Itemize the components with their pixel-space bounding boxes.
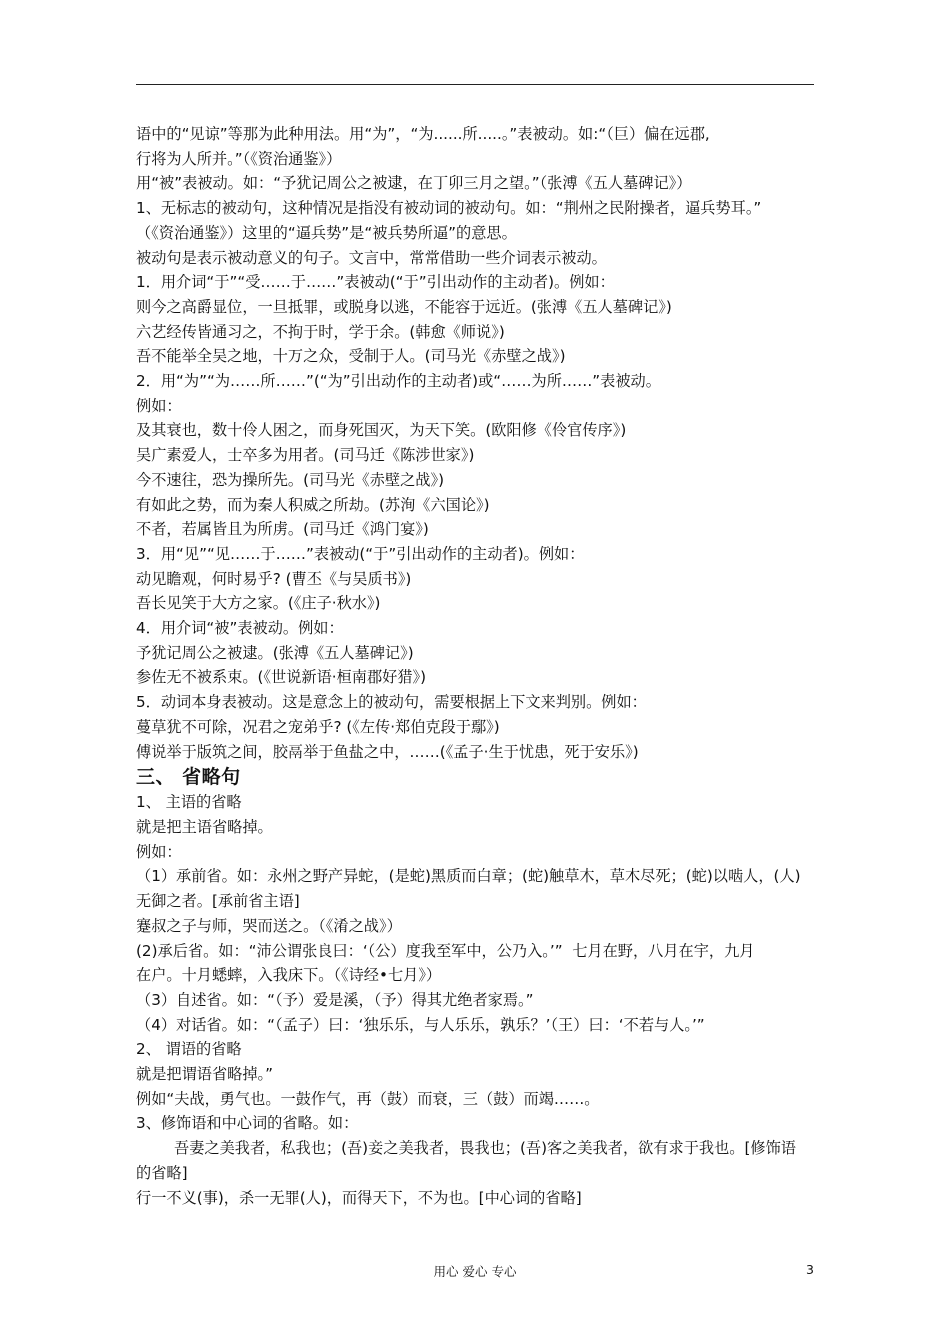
text-line: 5．动词本身表被动。这是意念上的被动句，需要根据上下文来判别。例如：: [136, 693, 647, 712]
text-line: 例如：: [136, 842, 182, 861]
text-line: （《资治通鉴》）这里的“逼兵势”是“被兵势所逼”的意思。: [136, 223, 517, 242]
text-line: （4）对话省。如：“（孟子）曰：‘独乐乐，与人乐乐，孰乐？’（王）曰：‘不若与人。’”: [136, 1015, 705, 1034]
document-body: [136, 122, 816, 1210]
text-line: 有如此之势，而为秦人积威之所劫。(苏洵《六国论》): [136, 495, 490, 514]
text-line: 及其衰也，数十伶人困之，而身死国灭，为天下笑。(欧阳修《伶官传序》): [136, 421, 627, 440]
text-line: 就是把谓语省略掉。”: [136, 1065, 273, 1084]
text-line: 今不速往，恐为操所先。(司马光《赤壁之战》): [136, 470, 445, 489]
text-line: 例如：: [136, 396, 182, 415]
text-line: 蹇叔之子与师，哭而送之。（《淆之战》）: [136, 916, 402, 935]
text-line: 则今之高爵显位，一旦抵罪，或脱身以逃，不能容于远近。(张溥《五人墓碑记》): [136, 297, 672, 316]
text-line: 2、 谓语的省略: [136, 1040, 242, 1059]
text-line: （3）自述省。如：“（予）爱是溪，（予）得其尤绝者家焉。”: [136, 990, 534, 1009]
text-line: 无御之者。[承前省主语]: [136, 892, 300, 911]
text-line: 3、修饰语和中心词的省略。如：: [136, 1114, 359, 1133]
text-line: 吾长见笑于大方之家。(《庄子·秋水》): [136, 594, 381, 613]
text-line: 的省略]: [136, 1163, 188, 1182]
text-line: 动见瞻观，何时易乎? (曹丕《与吴质书》): [136, 569, 412, 588]
text-line: 在户。十月蟋蟀，入我床下。（《诗经•七月》）: [136, 966, 442, 985]
text-line: (2)承后省。如：“沛公谓张良曰：‘（公）度我至军中，公乃入。’” 七月在野，八月在宇，九月: [136, 941, 755, 960]
text-line: 用“被”表被动。如：“予犹记周公之被逮，在丁卯三月之望。”（张溥《五人墓碑记》）: [136, 174, 692, 193]
page-number: 3: [806, 1262, 814, 1277]
text-line: 4．用介词“被”表被动。例如：: [136, 619, 344, 638]
text-line: 1、 主语的省略: [136, 793, 242, 812]
text-line: 参佐无不被系束。(《世说新语·桓南郡好猎》): [136, 668, 427, 687]
text-line: 傅说举于版筑之间，胶鬲举于鱼盐之中，……(《孟子·生于忧患，死于安乐》): [136, 742, 639, 761]
text-line: 吴广素爱人，士卒多为用者。(司马迁《陈涉世家》): [136, 446, 475, 465]
text-line: 行将为人所并。”（《资治通鉴》）: [136, 149, 342, 168]
page-footer: 用心 爱心 专心: [433, 1264, 517, 1279]
text-line: 蔓草犹不可除，况君之宠弟乎? (《左传·郑伯克段于鄢》): [136, 717, 500, 736]
text-line: 被动句是表示被动意义的句子。文言中，常常借助一些介词表示被动。: [136, 248, 607, 267]
text-line: 就是把主语省略掉。: [136, 817, 273, 836]
text-line: 3．用“见”“见……于……”表被动(“于”引出动作的主动者)。例如：: [136, 544, 585, 563]
section-heading: 三、 省略句: [136, 766, 241, 789]
text-line: 六艺经传皆通习之，不拘于时，学于余。(韩愈《师说》): [136, 322, 505, 341]
text-line: 例如“夫战，勇气也。一鼓作气，再（鼓）而衰，三（鼓）而竭……。: [136, 1089, 600, 1108]
text-line: 予犹记周公之被逮。(张溥《五人墓碑记》): [136, 643, 414, 662]
text-line: 吾妻之美我者，私我也；(吾)妾之美我者，畏我也；(吾)客之美我者，欲有求于我也。[修饰语: [174, 1139, 796, 1158]
text-line: 语中的“见谅”等那为此种用法。用“为”，“为......所.....。”表被动。如:“（巨）偏在远郡,: [136, 125, 710, 143]
text-line: 行一不义(事)，杀一无罪(人)，而得天下，不为也。[中心词的省略]: [136, 1188, 582, 1207]
text-line: 吾不能举全吴之地，十万之众，受制于人。(司马光《赤壁之战》): [136, 347, 566, 366]
text-line: 1、无标志的被动句，这种情况是指没有被动词的被动句。如：“荆州之民附操者，逼兵势耳。”: [136, 199, 762, 218]
text-line: （1）承前省。如：永州之野产异蛇，(是蛇)黑质而白章；(蛇)触草木，草木尽死；(蛇)以啮人，(人): [136, 867, 801, 886]
text-line: 2．用“为”“为……所……”(“为”引出动作的主动者)或“……为所……”表被动。: [136, 372, 661, 391]
header-rule: [136, 84, 814, 85]
text-line: 不者，若属皆且为所虏。(司马迁《鸿门宴》): [136, 520, 429, 539]
text-line: 1．用介词“于”“受……于……”表被动(“于”引出动作的主动者)。例如：: [136, 273, 615, 292]
